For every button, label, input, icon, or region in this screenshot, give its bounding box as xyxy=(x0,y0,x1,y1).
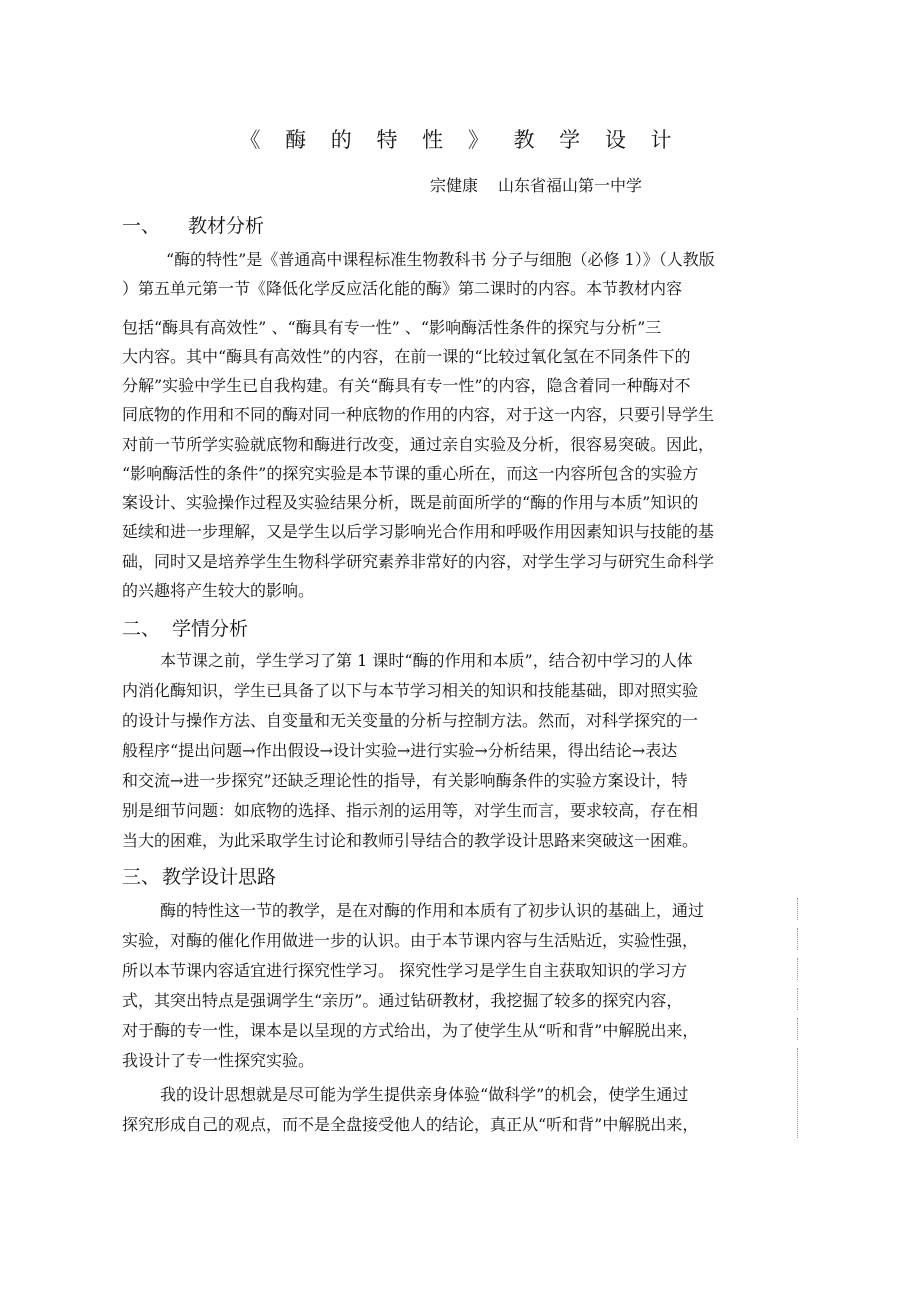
author-line xyxy=(430,174,642,198)
section-number: 三、 xyxy=(122,866,161,888)
paragraph-line: 同底物的作用和不同的酶对同一种底物的作用的内容，对于这一内容，只要引导学生 xyxy=(122,405,715,424)
section-title: 教材分析 xyxy=(188,215,265,237)
section-number: 二、 xyxy=(122,618,161,640)
document-title: 《 酶 的 特 性 》 教 学 设 计 xyxy=(239,128,681,152)
section-heading-1 xyxy=(122,212,264,240)
paragraph-line: 我设计了专一性探究实验。 xyxy=(122,1051,315,1070)
paragraph-line: ）第五单元第一节《降低化学反应活化能的酶》第二课时的内容。本节教材内容 xyxy=(122,279,683,298)
paragraph-line: “酶的特性”是《普通高中课程标准生物教科书 分子与细胞（必修 1）》（人教版 xyxy=(166,250,715,269)
paragraph-line: 延续和进一步理解，又是学生以后学习影响光合作用和呼吸作用因素知识与技能的基 xyxy=(122,522,715,541)
paragraph-line: 我的设计思想就是尽可能为学生提供亲身体验“做科学”的机会，使学生通过 xyxy=(160,1085,689,1104)
frame-mark xyxy=(797,988,799,1010)
paragraph-line: 所以本节课内容适宜进行探究性学习。 探究性学习是学生自主获取知识的学习方 xyxy=(122,961,688,980)
paragraph-line: 和交流→进一步探究”还缺乏理论性的指导，有关影响酶条件的实验方案设计，特 xyxy=(122,771,688,790)
paragraph-line: 的设计与操作方法、自变量和无关变量的分析与控制方法。然而，对科学探究的一 xyxy=(122,711,699,730)
frame-mark xyxy=(797,1048,799,1138)
section-title: 学情分析 xyxy=(172,618,249,640)
author-name: 宗健康 xyxy=(430,176,479,195)
section-heading-2 xyxy=(122,615,248,643)
paragraph-line: 案设计、实验操作过程及实验结果分析，既是前面所学的“酶的作用与本质”知识的 xyxy=(122,493,699,512)
frame-mark xyxy=(797,1018,799,1040)
paragraph-line: 对于酶的专一性，课本是以呈现的方式给出，为了使学生从“听和背”中解脱出来， xyxy=(122,1021,699,1040)
paragraph-line: 内消化酶知识，学生已具备了以下与本节学习相关的知识和技能基础，即对照实验 xyxy=(122,681,699,700)
paragraph-line: 本节课之前，学生学习了第 1 课时“酶的作用和本质”，结合初中学习的人体 xyxy=(160,651,693,670)
paragraph-line: 般程序“提出问题→作出假设→设计实验→进行实验→分析结果，得出结论→表达 xyxy=(122,741,678,760)
frame-mark xyxy=(797,898,799,920)
paragraph-line: 当大的困难，为此采取学生讨论和教师引导结合的教学设计思路来突破这一困难。 xyxy=(122,831,699,850)
paragraph-line: 分解”实验中学生已自我构建。有关“酶具有专一性”的内容，隐含着同一种酶对不 xyxy=(122,376,691,395)
paragraph-line: 对前一节所学实验就底物和酶进行改变，通过亲自实验及分析，很容易突破。因此， xyxy=(122,435,715,454)
paragraph-line: 的兴趣将产生较大的影响。 xyxy=(122,581,315,600)
frame-mark xyxy=(797,928,799,950)
section-title: 教学设计思路 xyxy=(162,866,277,888)
paragraph-line: 酶的特性这一节的教学，是在对酶的作用和本质有了初步认识的基础上，通过 xyxy=(160,901,705,920)
paragraph-line: 实验，对酶的催化作用做进一步的认识。由于本节课内容与生活贴近，实验性强， xyxy=(122,931,699,950)
paragraph-line: 探究形成自己的观点，而不是全盘接受他人的结论，真正从“听和背”中解脱出来， xyxy=(122,1115,699,1134)
paragraph-line: 包括“酶具有高效性” 、“酶具有专一性” 、“影响酶活性条件的探究与分析”三 xyxy=(122,318,662,337)
paragraph-line: 式，其突出特点是强调学生“亲历”。通过钻研教材，我挖掘了较多的探究内容， xyxy=(122,991,683,1010)
paragraph-line: “影响酶活性的条件”的探究实验是本节课的重心所在，而这一内容所包含的实验方 xyxy=(122,464,699,483)
paragraph-line: 础，同时又是培养学生生物科学研究素养非常好的内容，对学生学习与研究生命科学 xyxy=(122,552,715,571)
section-number: 一、 xyxy=(122,215,161,237)
author-school: 山东省福山第一中学 xyxy=(498,176,643,195)
paragraph-line: 别是细节问题：如底物的选择、指示剂的运用等，对学生而言，要求较高，存在相 xyxy=(122,801,699,820)
frame-mark xyxy=(797,958,799,980)
section-heading-3 xyxy=(122,863,276,891)
paragraph-line: 大内容。其中“酶具有高效性”的内容，在前一课的“比较过氧化氢在不同条件下的 xyxy=(122,347,691,366)
